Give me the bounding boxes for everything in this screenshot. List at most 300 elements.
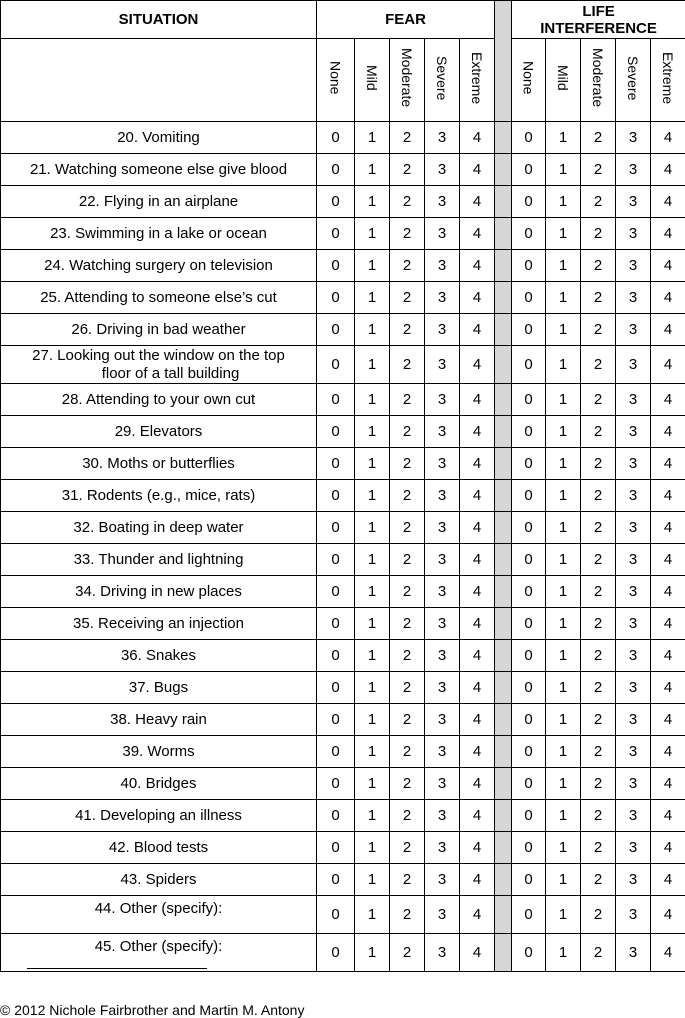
life-rating-0[interactable]: 0 [512,218,546,250]
fear-rating-3[interactable]: 3 [425,934,460,972]
fear-rating-1[interactable]: 1 [355,704,390,736]
fear-rating-0[interactable]: 0 [317,896,355,934]
life-rating-2[interactable]: 2 [581,672,616,704]
life-rating-4[interactable]: 4 [651,896,685,934]
fear-rating-3[interactable]: 3 [425,576,460,608]
life-rating-3[interactable]: 3 [616,346,651,384]
life-rating-4[interactable]: 4 [651,448,685,480]
fear-rating-3[interactable]: 3 [425,314,460,346]
life-rating-2[interactable]: 2 [581,314,616,346]
fear-rating-4[interactable]: 4 [460,832,495,864]
life-rating-3[interactable]: 3 [616,186,651,218]
fear-rating-3[interactable]: 3 [425,608,460,640]
life-rating-4[interactable]: 4 [651,512,685,544]
fear-rating-3[interactable]: 3 [425,346,460,384]
fear-rating-2[interactable]: 2 [390,704,425,736]
fear-rating-3[interactable]: 3 [425,282,460,314]
life-rating-0[interactable]: 0 [512,896,546,934]
life-rating-0[interactable]: 0 [512,346,546,384]
life-rating-4[interactable]: 4 [651,282,685,314]
fear-rating-4[interactable]: 4 [460,122,495,154]
life-rating-1[interactable]: 1 [546,416,581,448]
life-rating-4[interactable]: 4 [651,346,685,384]
situation-text: Snakes [145,646,197,664]
fear-rating-0[interactable]: 0 [317,768,355,800]
column-separator [495,672,512,704]
life-rating-3[interactable]: 3 [616,832,651,864]
life-rating-0[interactable]: 0 [512,864,546,896]
life-rating-3[interactable]: 3 [616,736,651,768]
fear-rating-0[interactable]: 0 [317,704,355,736]
situation-cell [1,832,317,864]
table-row [1,864,685,896]
life-rating-2[interactable]: 2 [581,608,616,640]
fear-rating-2[interactable]: 2 [390,186,425,218]
situation-text: Boating in deep water [98,518,244,536]
life-rating-3[interactable]: 3 [616,122,651,154]
life-rating-4[interactable]: 4 [651,314,685,346]
life-rating-1[interactable]: 1 [546,314,581,346]
fear-rating-1[interactable]: 1 [355,576,390,608]
fear-rating-2[interactable]: 2 [390,154,425,186]
situation-cell [1,282,317,314]
life-rating-0[interactable]: 0 [512,154,546,186]
life-rating-3[interactable]: 3 [616,250,651,282]
fear-rating-1[interactable]: 1 [355,800,390,832]
fear-rating-2[interactable]: 2 [390,576,425,608]
life-rating-0[interactable]: 0 [512,384,546,416]
fear-rating-4[interactable]: 4 [460,512,495,544]
life-rating-0[interactable]: 0 [512,576,546,608]
fear-rating-4[interactable]: 4 [460,864,495,896]
fear-rating-0[interactable]: 0 [317,186,355,218]
fear-rating-3[interactable]: 3 [425,800,460,832]
fear-rating-3[interactable]: 3 [425,218,460,250]
fear-rating-4[interactable]: 4 [460,736,495,768]
life-rating-0[interactable]: 0 [512,448,546,480]
fear-rating-0[interactable]: 0 [317,154,355,186]
item-number: 38. [110,710,131,728]
fear-rating-3[interactable]: 3 [425,768,460,800]
situation-cell [1,934,317,972]
life-rating-1[interactable]: 1 [546,186,581,218]
life-rating-4[interactable]: 4 [651,864,685,896]
life-rating-3[interactable]: 3 [616,800,651,832]
fear-rating-1[interactable]: 1 [355,346,390,384]
fear-rating-3[interactable]: 3 [425,186,460,218]
table-row [1,416,685,448]
life-rating-1[interactable]: 1 [546,512,581,544]
life-rating-4[interactable]: 4 [651,768,685,800]
fear-rating-4[interactable]: 4 [460,800,495,832]
situation-text: Flying in an airplane [103,192,239,210]
life-rating-1[interactable]: 1 [546,832,581,864]
fear-rating-0[interactable]: 0 [317,122,355,154]
table-row [1,186,685,218]
life-rating-1[interactable]: 1 [546,544,581,576]
fear-rating-0[interactable]: 0 [317,218,355,250]
fear-rating-3[interactable]: 3 [425,416,460,448]
life-header-line2: INTERFERENCE [540,19,657,37]
fear-rating-4[interactable]: 4 [460,218,495,250]
fear-rating-2[interactable]: 2 [390,736,425,768]
life-rating-0[interactable]: 0 [512,314,546,346]
fear-rating-4[interactable]: 4 [460,480,495,512]
life-rating-3[interactable]: 3 [616,608,651,640]
life-rating-1[interactable]: 1 [546,282,581,314]
fear-rating-0[interactable]: 0 [317,250,355,282]
life-rating-1[interactable]: 1 [546,608,581,640]
fear-rating-2[interactable]: 2 [390,282,425,314]
life-rating-0[interactable]: 0 [512,122,546,154]
life-rating-1[interactable]: 1 [546,672,581,704]
fear-rating-1[interactable]: 1 [355,282,390,314]
fear-rating-1[interactable]: 1 [355,416,390,448]
life-rating-2[interactable]: 2 [581,576,616,608]
item-number: 35. [73,614,94,632]
life-rating-3[interactable]: 3 [616,934,651,972]
fear-rating-2[interactable]: 2 [390,768,425,800]
life-rating-0[interactable]: 0 [512,800,546,832]
life-rating-4[interactable]: 4 [651,250,685,282]
fear-rating-2[interactable]: 2 [390,416,425,448]
table-row [1,576,685,608]
life-rating-1[interactable]: 1 [546,480,581,512]
fear-rating-4[interactable]: 4 [460,704,495,736]
fear-rating-1[interactable]: 1 [355,608,390,640]
life-rating-1[interactable]: 1 [546,250,581,282]
life-rating-3[interactable]: 3 [616,864,651,896]
life-rating-4[interactable]: 4 [651,122,685,154]
life-rating-4[interactable]: 4 [651,480,685,512]
fear-rating-4[interactable]: 4 [460,448,495,480]
fear-rating-1[interactable]: 1 [355,122,390,154]
fear-rating-1[interactable]: 1 [355,672,390,704]
life-rating-2[interactable]: 2 [581,768,616,800]
fear-rating-3[interactable]: 3 [425,672,460,704]
life-rating-1[interactable]: 1 [546,218,581,250]
fear-rating-0[interactable]: 0 [317,640,355,672]
situation-cell [1,896,317,934]
situation-text: Other (specify): [119,938,223,955]
fear-rating-1[interactable]: 1 [355,896,390,934]
fear-rating-4[interactable]: 4 [460,672,495,704]
situation-cell [1,250,317,282]
fear-rating-4[interactable]: 4 [460,314,495,346]
life-rating-2[interactable]: 2 [581,544,616,576]
life-rating-0[interactable]: 0 [512,934,546,972]
fear-rating-0[interactable]: 0 [317,384,355,416]
fear-rating-0[interactable]: 0 [317,608,355,640]
situation-cell [1,672,317,704]
life-rating-0[interactable]: 0 [512,544,546,576]
fear-rating-1[interactable]: 1 [355,768,390,800]
life-rating-1[interactable]: 1 [546,864,581,896]
life-rating-4[interactable]: 4 [651,384,685,416]
fear-rating-4[interactable]: 4 [460,608,495,640]
rating-label-text: Mild [555,65,572,91]
fear-rating-4[interactable]: 4 [460,282,495,314]
life-rating-4[interactable]: 4 [651,576,685,608]
fear-rating-3[interactable]: 3 [425,384,460,416]
fear-rating-2[interactable]: 2 [390,896,425,934]
life-rating-3[interactable]: 3 [616,544,651,576]
life-label-moderate [581,39,616,122]
fear-rating-0[interactable]: 0 [317,282,355,314]
life-rating-3[interactable]: 3 [616,704,651,736]
life-rating-2[interactable]: 2 [581,800,616,832]
fear-rating-3[interactable]: 3 [425,122,460,154]
fear-rating-3[interactable]: 3 [425,512,460,544]
life-rating-4[interactable]: 4 [651,154,685,186]
life-rating-0[interactable]: 0 [512,768,546,800]
life-rating-2[interactable]: 2 [581,186,616,218]
fear-rating-0[interactable]: 0 [317,544,355,576]
life-rating-4[interactable]: 4 [651,934,685,972]
life-rating-3[interactable]: 3 [616,314,651,346]
table-row [1,832,685,864]
fear-rating-2[interactable]: 2 [390,512,425,544]
fear-rating-0[interactable]: 0 [317,672,355,704]
fear-rating-0[interactable]: 0 [317,346,355,384]
life-rating-4[interactable]: 4 [651,608,685,640]
life-rating-1[interactable]: 1 [546,576,581,608]
life-rating-1[interactable]: 1 [546,896,581,934]
life-rating-2[interactable]: 2 [581,832,616,864]
life-rating-0[interactable]: 0 [512,416,546,448]
fear-rating-1[interactable]: 1 [355,934,390,972]
fear-rating-3[interactable]: 3 [425,480,460,512]
fear-rating-3[interactable]: 3 [425,544,460,576]
life-rating-0[interactable]: 0 [512,250,546,282]
fear-rating-3[interactable]: 3 [425,448,460,480]
fear-rating-4[interactable]: 4 [460,544,495,576]
life-rating-0[interactable]: 0 [512,640,546,672]
fear-rating-2[interactable]: 2 [390,480,425,512]
fear-rating-1[interactable]: 1 [355,864,390,896]
fear-rating-1[interactable]: 1 [355,250,390,282]
life-rating-1[interactable]: 1 [546,122,581,154]
life-rating-2[interactable]: 2 [581,250,616,282]
fear-rating-4[interactable]: 4 [460,640,495,672]
life-rating-0[interactable]: 0 [512,186,546,218]
life-rating-2[interactable]: 2 [581,480,616,512]
fear-rating-1[interactable]: 1 [355,186,390,218]
fear-rating-1[interactable]: 1 [355,384,390,416]
fear-rating-0[interactable]: 0 [317,314,355,346]
life-rating-0[interactable]: 0 [512,282,546,314]
fear-rating-4[interactable]: 4 [460,576,495,608]
situation-text: Moths or butterflies [107,454,235,472]
fear-rating-0[interactable]: 0 [317,448,355,480]
life-rating-0[interactable]: 0 [512,672,546,704]
life-rating-4[interactable]: 4 [651,544,685,576]
fear-rating-4[interactable]: 4 [460,186,495,218]
life-rating-2[interactable]: 2 [581,218,616,250]
fear-rating-2[interactable]: 2 [390,640,425,672]
fear-rating-0[interactable]: 0 [317,832,355,864]
fear-rating-1[interactable]: 1 [355,218,390,250]
life-rating-4[interactable]: 4 [651,186,685,218]
fear-rating-1[interactable]: 1 [355,314,390,346]
fear-rating-2[interactable]: 2 [390,448,425,480]
life-rating-3[interactable]: 3 [616,640,651,672]
fear-rating-4[interactable]: 4 [460,768,495,800]
fear-rating-0[interactable]: 0 [317,934,355,972]
fear-rating-2[interactable]: 2 [390,864,425,896]
life-rating-3[interactable]: 3 [616,480,651,512]
life-rating-4[interactable]: 4 [651,832,685,864]
life-rating-1[interactable]: 1 [546,384,581,416]
specify-blank-line[interactable] [27,968,207,969]
fear-rating-3[interactable]: 3 [425,250,460,282]
life-rating-1[interactable]: 1 [546,704,581,736]
fear-rating-0[interactable]: 0 [317,736,355,768]
life-rating-0[interactable]: 0 [512,480,546,512]
life-rating-1[interactable]: 1 [546,934,581,972]
life-rating-2[interactable]: 2 [581,512,616,544]
fear-rating-2[interactable]: 2 [390,218,425,250]
fear-rating-1[interactable]: 1 [355,512,390,544]
fear-rating-1[interactable]: 1 [355,736,390,768]
life-rating-1[interactable]: 1 [546,800,581,832]
life-rating-3[interactable]: 3 [616,282,651,314]
life-rating-2[interactable]: 2 [581,122,616,154]
fear-rating-1[interactable]: 1 [355,480,390,512]
fear-rating-4[interactable]: 4 [460,384,495,416]
life-rating-3[interactable]: 3 [616,218,651,250]
life-rating-2[interactable]: 2 [581,864,616,896]
life-rating-4[interactable]: 4 [651,218,685,250]
situation-text: Swimming in a lake or ocean [75,224,267,242]
life-rating-4[interactable]: 4 [651,800,685,832]
fear-rating-2[interactable]: 2 [390,544,425,576]
fear-rating-0[interactable]: 0 [317,864,355,896]
column-separator [495,896,512,934]
situation-blank-header [1,39,317,122]
fear-rating-3[interactable]: 3 [425,864,460,896]
life-rating-4[interactable]: 4 [651,416,685,448]
life-rating-2[interactable]: 2 [581,384,616,416]
fear-rating-4[interactable]: 4 [460,346,495,384]
fear-rating-3[interactable]: 3 [425,896,460,934]
life-rating-1[interactable]: 1 [546,736,581,768]
item-number: 34. [75,582,96,600]
life-rating-1[interactable]: 1 [546,346,581,384]
fear-rating-2[interactable]: 2 [390,934,425,972]
column-separator [495,448,512,480]
life-rating-2[interactable]: 2 [581,736,616,768]
fear-rating-2[interactable]: 2 [390,672,425,704]
fear-rating-2[interactable]: 2 [390,314,425,346]
fear-rating-2[interactable]: 2 [390,384,425,416]
fear-rating-0[interactable]: 0 [317,800,355,832]
life-rating-0[interactable]: 0 [512,512,546,544]
item-number: 42. [108,838,130,856]
fear-header: FEAR [317,1,495,39]
life-rating-2[interactable]: 2 [581,896,616,934]
fear-rating-0[interactable]: 0 [317,512,355,544]
life-rating-3[interactable]: 3 [616,672,651,704]
fear-rating-3[interactable]: 3 [425,704,460,736]
fear-rating-4[interactable]: 4 [460,934,495,972]
life-rating-0[interactable]: 0 [512,736,546,768]
fear-rating-4[interactable]: 4 [460,154,495,186]
fear-rating-3[interactable]: 3 [425,154,460,186]
life-rating-2[interactable]: 2 [581,934,616,972]
fear-rating-2[interactable]: 2 [390,608,425,640]
life-rating-3[interactable]: 3 [616,576,651,608]
fear-rating-4[interactable]: 4 [460,250,495,282]
life-rating-2[interactable]: 2 [581,448,616,480]
fear-rating-4[interactable]: 4 [460,416,495,448]
life-rating-3[interactable]: 3 [616,416,651,448]
life-rating-2[interactable]: 2 [581,154,616,186]
life-rating-3[interactable]: 3 [616,768,651,800]
life-rating-4[interactable]: 4 [651,736,685,768]
fear-rating-2[interactable]: 2 [390,800,425,832]
situation-text: Bugs [153,678,189,696]
life-rating-3[interactable]: 3 [616,896,651,934]
fear-rating-0[interactable]: 0 [317,576,355,608]
fear-rating-2[interactable]: 2 [390,346,425,384]
item-number: 36. [120,646,142,664]
life-rating-3[interactable]: 3 [616,448,651,480]
situation-cell [1,512,317,544]
fear-rating-1[interactable]: 1 [355,544,390,576]
life-rating-4[interactable]: 4 [651,640,685,672]
fear-rating-1[interactable]: 1 [355,832,390,864]
fear-rating-1[interactable]: 1 [355,154,390,186]
life-rating-2[interactable]: 2 [581,704,616,736]
life-rating-2[interactable]: 2 [581,416,616,448]
life-rating-1[interactable]: 1 [546,768,581,800]
fear-rating-2[interactable]: 2 [390,832,425,864]
fear-rating-0[interactable]: 0 [317,480,355,512]
life-label-extreme [651,39,685,122]
life-rating-3[interactable]: 3 [616,384,651,416]
life-rating-3[interactable]: 3 [616,512,651,544]
life-rating-1[interactable]: 1 [546,448,581,480]
life-rating-0[interactable]: 0 [512,704,546,736]
life-rating-0[interactable]: 0 [512,832,546,864]
life-rating-3[interactable]: 3 [616,154,651,186]
item-number: 33. [73,550,95,568]
life-rating-1[interactable]: 1 [546,640,581,672]
situation-text: Spiders [145,870,197,888]
fear-rating-0[interactable]: 0 [317,416,355,448]
fear-label-extreme [460,39,495,122]
life-rating-1[interactable]: 1 [546,154,581,186]
column-separator [495,480,512,512]
situation-cell [1,576,317,608]
life-rating-2[interactable]: 2 [581,346,616,384]
fear-rating-2[interactable]: 2 [390,250,425,282]
life-rating-2[interactable]: 2 [581,640,616,672]
fear-rating-3[interactable]: 3 [425,736,460,768]
life-rating-4[interactable]: 4 [651,704,685,736]
fear-rating-3[interactable]: 3 [425,640,460,672]
fear-rating-3[interactable]: 3 [425,832,460,864]
fear-rating-1[interactable]: 1 [355,640,390,672]
fear-rating-2[interactable]: 2 [390,122,425,154]
life-rating-2[interactable]: 2 [581,282,616,314]
life-rating-0[interactable]: 0 [512,608,546,640]
life-rating-4[interactable]: 4 [651,672,685,704]
fear-rating-1[interactable]: 1 [355,448,390,480]
situation-rows [1,122,685,972]
fear-rating-4[interactable]: 4 [460,896,495,934]
